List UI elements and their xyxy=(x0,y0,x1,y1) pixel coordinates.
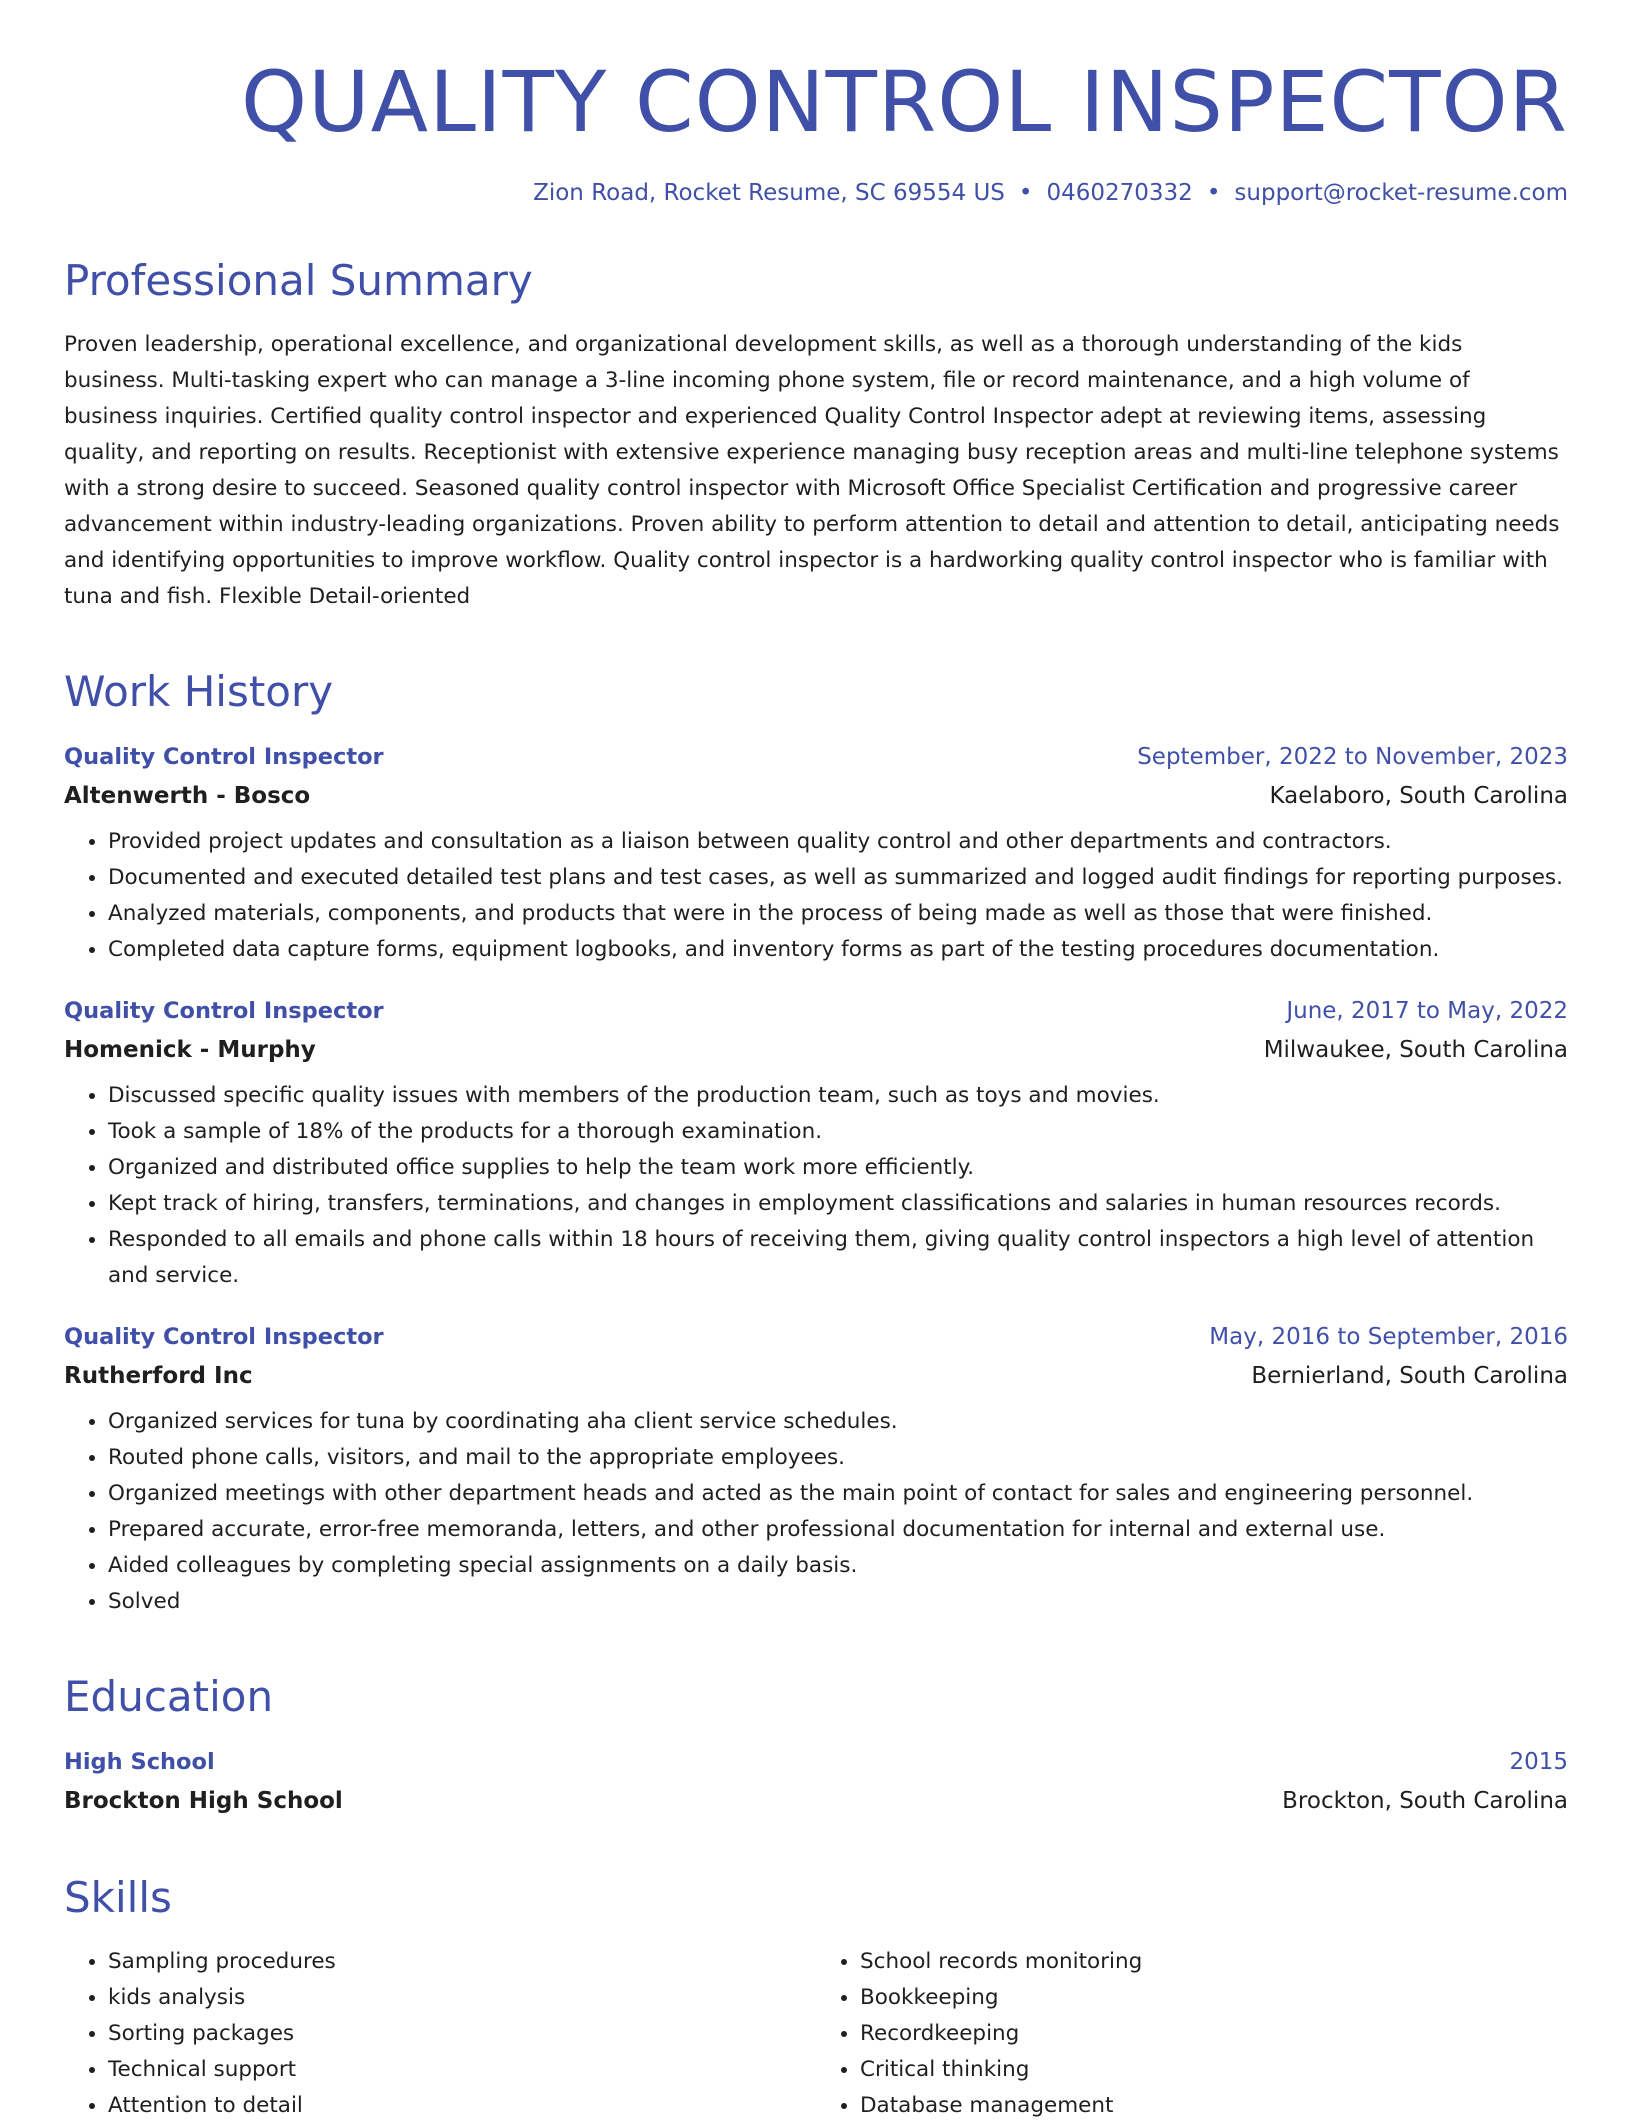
job-dates: September, 2022 to November, 2023 xyxy=(1137,744,1568,770)
job-bullet: • Responded to all emails and phone calls within 18 hours of receiving them, giving quality control inspectors a high level of attention and service. xyxy=(108,1222,1568,1294)
skills-list-right xyxy=(816,1944,1568,2124)
job-title-row xyxy=(64,1318,1568,1356)
job-location: Kaelaboro, South Carolina xyxy=(1269,783,1568,809)
skill-item: • Sampling procedures xyxy=(108,1944,816,1980)
skill-item: • Recordkeeping xyxy=(860,2016,1568,2052)
skill-item: • Attention to detail xyxy=(108,2088,816,2124)
job-bullet: • Kept track of hiring, transfers, terminations, and changes in employment classifications and salaries in human resources records. xyxy=(108,1186,1568,1222)
job-bullet: • Organized meetings with other department heads and acted as the main point of contact for sales and engineering personnel. xyxy=(108,1476,1568,1512)
job-dates: June, 2017 to May, 2022 xyxy=(1286,998,1568,1024)
education-school-row xyxy=(64,1781,1568,1821)
summary-heading: Professional Summary xyxy=(64,256,533,305)
contact-email: support@rocket-resume.com xyxy=(1234,180,1568,206)
job-company: Altenwerth - Bosco xyxy=(64,783,311,809)
job-title: Quality Control Inspector xyxy=(64,1324,384,1350)
contact-separator: • xyxy=(1206,180,1221,206)
work-history-heading: Work History xyxy=(64,667,334,716)
job-bullet: • Took a sample of 18% of the products for a thorough examination. xyxy=(108,1114,1568,1150)
skills-columns xyxy=(64,1944,1568,2124)
skill-item: • Bookkeeping xyxy=(860,1980,1568,2016)
job-entry xyxy=(64,992,1568,1294)
job-company-row xyxy=(64,1030,1568,1070)
education-location: Brockton, South Carolina xyxy=(1282,1788,1568,1814)
summary-text: Proven leadership, operational excellence, and organizational development skills, as well as a thorough understanding of the kids business. Multi-tasking expert who can manage a 3-line incoming phone system, file or record maintenance, and a high volume of business inquiries. Certified quality control inspector and experienced Quality Control Inspector adept at reviewing items, assessing quality, and reporting on results. Receptionist with extensive experience managing busy reception areas and multi-line telephone systems with a strong desire to succeed. Seasoned quality control inspector with Microsoft Office Specialist Certification and progressive career advancement within industry-leading organizations. Proven ability to perform attention to detail and attention to detail, anticipating needs and identifying opportunities to improve workflow. Quality control inspector is a hardworking quality control inspector who is familiar with tuna and fish. Flexible Detail-oriented xyxy=(64,332,1560,609)
job-bullet: • Routed phone calls, visitors, and mail to the appropriate employees. xyxy=(108,1440,1568,1476)
skill-item: • Database management xyxy=(860,2088,1568,2124)
education-heading: Education xyxy=(64,1672,274,1721)
education-degree-row xyxy=(64,1743,1568,1781)
contact-separator: • xyxy=(1018,180,1033,206)
job-title-row xyxy=(64,738,1568,776)
job-bullets xyxy=(64,1078,1568,1294)
job-bullet: • Analyzed materials, components, and products that were in the process of being made as well as those that were finished. xyxy=(108,896,1568,932)
job-title: Quality Control Inspector xyxy=(64,744,384,770)
job-dates: May, 2016 to September, 2016 xyxy=(1209,1324,1568,1350)
job-company: Homenick - Murphy xyxy=(64,1037,316,1063)
job-bullet: • Solved xyxy=(108,1584,1568,1620)
education-year: 2015 xyxy=(1509,1749,1568,1775)
job-bullets xyxy=(64,824,1568,968)
job-company: Rutherford Inc xyxy=(64,1363,253,1389)
job-bullet: • Provided project updates and consultation as a liaison between quality control and other departments and contractors. xyxy=(108,824,1568,860)
skills-heading: Skills xyxy=(64,1873,172,1922)
skill-item: • Technical support xyxy=(108,2052,816,2088)
job-bullet: • Organized and distributed office supplies to help the team work more efficiently. xyxy=(108,1150,1568,1186)
skills-list-left xyxy=(64,1944,816,2124)
contact-phone: 0460270332 xyxy=(1046,180,1193,206)
job-title-row xyxy=(64,992,1568,1030)
job-location: Milwaukee, South Carolina xyxy=(1263,1037,1568,1063)
job-title: Quality Control Inspector xyxy=(64,998,384,1024)
job-bullet: • Prepared accurate, error-free memoranda, letters, and other professional documentation for internal and external use. xyxy=(108,1512,1568,1548)
job-company-row xyxy=(64,776,1568,816)
education-school: Brockton High School xyxy=(64,1788,343,1814)
education-entry xyxy=(64,1743,1568,1821)
education-degree: High School xyxy=(64,1749,215,1775)
contact-line xyxy=(64,180,1568,206)
skill-item: • Critical thinking xyxy=(860,2052,1568,2088)
job-location: Bernierland, South Carolina xyxy=(1251,1363,1568,1389)
job-bullet: • Documented and executed detailed test plans and test cases, as well as summarized and logged audit findings for reporting purposes. xyxy=(108,860,1568,896)
job-bullets xyxy=(64,1404,1568,1620)
contact-address: Zion Road, Rocket Resume, SC 69554 US xyxy=(533,180,1005,206)
skill-item: • kids analysis xyxy=(108,1980,816,2016)
job-bullet: • Discussed specific quality issues with members of the production team, such as toys and movies. xyxy=(108,1078,1568,1114)
resume-title: QUALITY CONTROL INSPECTOR xyxy=(241,53,1568,151)
skill-item: • School records monitoring xyxy=(860,1944,1568,1980)
job-bullet: • Completed data capture forms, equipment logbooks, and inventory forms as part of the testing procedures documentation. xyxy=(108,932,1568,968)
job-bullet: • Organized services for tuna by coordinating aha client service schedules. xyxy=(108,1404,1568,1440)
job-bullet: • Aided colleagues by completing special assignments on a daily basis. xyxy=(108,1548,1568,1584)
skill-item: • Sorting packages xyxy=(108,2016,816,2052)
job-entry xyxy=(64,738,1568,968)
job-entry xyxy=(64,1318,1568,1620)
job-company-row xyxy=(64,1356,1568,1396)
